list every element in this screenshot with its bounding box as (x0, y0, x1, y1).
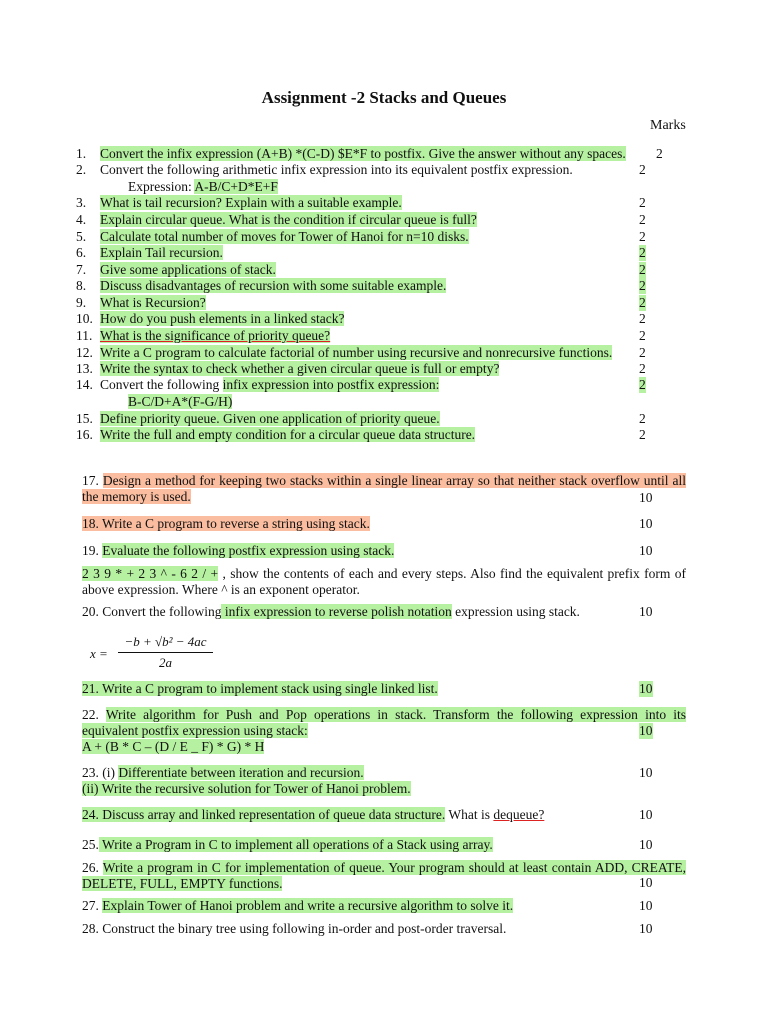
question-number: 11. (76, 328, 93, 343)
question-text-container (100, 245, 223, 261)
question-highlight: What is Recursion? (100, 295, 206, 310)
question-mark: 10 (639, 490, 653, 505)
question-28 (82, 921, 686, 937)
question-number: 12. (76, 345, 93, 360)
question-text-container (100, 146, 626, 162)
question-mark: 10 (639, 921, 653, 936)
question-text: Differentiate between iteration and recursion. (118, 765, 364, 780)
question-text: Expression: (128, 179, 195, 194)
question-highlight: Explain Tail recursion. (100, 245, 223, 260)
question-text: 28. Construct the binary tree using following in-order and post-order traversal. (82, 921, 507, 936)
formula-numerator: −b + √b² − 4ac (118, 634, 213, 653)
question-mark: 2 (639, 427, 646, 442)
question-highlight: Calculate total number of moves for Tower of Hanoi for n=10 disks. (100, 229, 469, 244)
question-text-container (100, 278, 446, 294)
question-text: expression using stack. (451, 604, 580, 619)
question-text-container (100, 212, 477, 228)
question-number: 2. (76, 162, 87, 177)
question-mark: 2 (639, 162, 646, 177)
question-highlight: B-C/D+A*(F-G/H) (128, 394, 233, 409)
question-highlight: infix expression into postfix expression: (222, 377, 440, 392)
question-text: Write algorithm for Push and Pop operations in stack. Transform the following expression into its equivalent postfix expression using stack: (82, 707, 686, 738)
question-number: 17. (82, 473, 103, 488)
question-highlight: Define priority queue. Given one application of priority queue. (100, 411, 440, 426)
question-17 (82, 473, 686, 505)
question-highlight: A-B/C+D*E+F (194, 179, 278, 194)
question-number: 1. (76, 146, 87, 161)
question-number: 5. (76, 229, 87, 244)
question-text-container (100, 361, 499, 377)
question-18 (82, 516, 686, 532)
question-text: (ii) Write the recursive solution for Tower of Hanoi problem. (82, 781, 411, 796)
question-number: 19. (82, 543, 103, 558)
question-number: 25. (82, 837, 99, 852)
question-mark: 2 (639, 345, 646, 360)
question-number: 26. (82, 860, 103, 875)
question-number: 3. (76, 195, 87, 210)
question-number: 22. (82, 707, 106, 722)
question-mark: 2 (639, 245, 646, 260)
question-number: 16. (76, 427, 93, 442)
question-text: 18. Write a C program to reverse a string using stack. (82, 516, 370, 531)
question-mark: 10 (639, 807, 653, 822)
question-mark: 2 (639, 295, 646, 310)
question-text-container (100, 328, 330, 344)
question-highlight: How do you push elements in a linked stack? (100, 311, 345, 326)
question-text-container (100, 295, 206, 311)
question-number: 8. (76, 278, 87, 293)
question-mark: 10 (639, 681, 653, 696)
question-text-container (100, 229, 469, 245)
question-19-expression (82, 566, 686, 598)
formula-fraction (118, 634, 213, 671)
question-text: 21. Write a C program to implement stack using single linked list. (82, 681, 438, 696)
question-mark: 2 (639, 361, 646, 376)
question-mark: 2 (639, 411, 646, 426)
marks-column-header: Marks (650, 118, 686, 133)
question-mark: 10 (639, 837, 653, 852)
question-number: 7. (76, 262, 87, 277)
question-highlight: Write the syntax to check whether a given circular queue is full or empty? (100, 361, 500, 376)
question-text-container (100, 162, 573, 178)
question-mark: 2 (639, 377, 646, 392)
question-mark: 2 (639, 328, 646, 343)
question-highlight: Write the full and empty condition for a circular queue data structure. (100, 427, 476, 442)
page-title: Assignment -2 Stacks and Queues (261, 88, 507, 107)
question-highlight: What is tail recursion? Explain with a suitable example. (100, 195, 402, 210)
question-highlight: Discuss disadvantages of recursion with some suitable example. (100, 278, 447, 293)
question-text: , show the contents of each and every steps. Also find the equivalent prefix form of above expression. Where ^ is an exponent operator. (82, 566, 686, 597)
question-mark: 2 (639, 262, 646, 277)
postfix-expression: 2 3 9 * + 2 3 ^ - 6 2 / + (82, 566, 219, 581)
question-mark: 10 (639, 516, 653, 531)
question-mark: 2 (639, 195, 646, 210)
question-highlight: Explain circular queue. What is the condition if circular queue is full? (100, 212, 477, 227)
question-mark: 2 (639, 212, 646, 227)
question-text-container (128, 394, 232, 410)
question-23-part2 (82, 781, 686, 797)
question-mark: 10 (639, 543, 653, 558)
question-mark: 10 (639, 875, 653, 890)
question-mark: 10 (639, 765, 653, 780)
question-number: 15. (76, 411, 93, 426)
question-text: Convert the following arithmetic infix expression into its equivalent postfix expression. (100, 162, 573, 177)
question-highlight: Convert the infix expression (A+B) *(C-D) $E*F to postfix. Give the answer without any spaces. (100, 146, 626, 161)
question-text-container (100, 345, 612, 361)
question-highlight: What is the significance of priority queue? (100, 328, 331, 343)
question-mark: 10 (639, 898, 653, 913)
question-19 (82, 543, 686, 559)
question-text: Write a program in C for implementation of queue. Your program should at least contain ADD, CREATE, DELETE, FULL, EMPTY functions. (82, 860, 686, 891)
question-highlight: Give some applications of stack. (100, 262, 276, 277)
question-text-container (100, 195, 402, 211)
question-text-container (100, 411, 440, 427)
question-25 (82, 837, 686, 853)
question-number: 9. (76, 295, 87, 310)
question-text-extra: What is (445, 807, 494, 822)
question-mark: 2 (656, 146, 663, 161)
question-23 (82, 765, 686, 781)
question-mark: 10 (639, 604, 653, 619)
question-mark: 2 (639, 311, 646, 326)
question-number: 20. Convert the following (82, 604, 222, 619)
question-21 (82, 681, 686, 697)
question-26 (82, 860, 686, 892)
question-24 (82, 807, 686, 823)
question-text-container (100, 427, 475, 443)
question-text: Design a method for keeping two stacks within a single linear array so that neither stack overflow until all the memory is used. (82, 473, 687, 504)
question-number: 27. (82, 898, 103, 913)
question-number: 10. (76, 311, 93, 326)
question-highlight: Write a C program to calculate factorial of number using recursive and nonrecursive functions. (100, 345, 613, 360)
question-22 (82, 707, 686, 739)
question-mark: 2 (639, 278, 646, 293)
question-number: 4. (76, 212, 87, 227)
formula-lhs: x = (90, 646, 108, 661)
question-text-container (128, 179, 278, 195)
formula-denominator: 2a (159, 655, 172, 670)
question-number: 23. (i) (82, 765, 119, 780)
question-mark: 2 (639, 229, 646, 244)
question-number: 14. (76, 377, 93, 392)
question-number: 6. (76, 245, 87, 260)
question-22-expression (82, 739, 686, 755)
question-20 (82, 604, 686, 620)
question-text: Write a Program in C to implement all operations of a Stack using array. (98, 837, 493, 852)
infix-expression: A + (B * C – (D / E _ F) * G) * H (82, 739, 265, 754)
question-mark: 10 (639, 723, 653, 738)
question-text: 24. Discuss array and linked representation of queue data structure. (82, 807, 446, 822)
question-text-container (100, 377, 439, 393)
question-text-container (100, 262, 276, 278)
question-27 (82, 898, 686, 914)
question-text: Evaluate the following postfix expression using stack. (102, 543, 395, 558)
question-number: 13. (76, 361, 93, 376)
question-text: Explain Tower of Hanoi problem and write a recursive algorithm to solve it. (102, 898, 514, 913)
question-text-container (100, 311, 344, 327)
question-text: Convert the following (100, 377, 223, 392)
dequeue-word: dequeue? (493, 807, 545, 822)
question-highlight: infix expression to reverse polish notation (221, 604, 452, 619)
